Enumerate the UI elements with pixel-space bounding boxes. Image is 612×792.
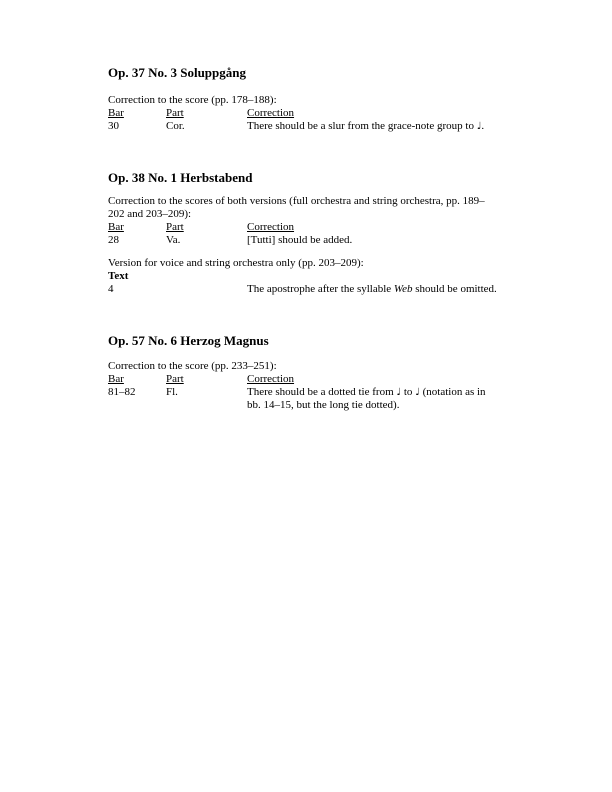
column-header-correction: Correction (247, 107, 295, 119)
column-header-bar: Bar (108, 373, 124, 385)
intro-paragraph: Correction to the score (pp. 233–251): (108, 360, 277, 372)
page-content (108, 65, 510, 412)
quarter-note-glyph: ♩ (396, 387, 402, 398)
cell-correction (247, 386, 510, 412)
table-row (108, 234, 510, 247)
correction-text-mid: to (401, 386, 416, 398)
correction-text: There should be a dotted tie from (247, 386, 397, 398)
quarter-note-glyph: ♩ (415, 387, 420, 398)
column-header-bar: Bar (108, 107, 124, 119)
cell-bar: 28 (108, 234, 119, 246)
column-header-correction: Correction (247, 221, 295, 233)
cell-part: Va. (166, 234, 181, 246)
section-heading: Op. 38 No. 1 Herbstabend (108, 170, 253, 185)
table-row (108, 283, 510, 296)
column-header-text: Text (108, 270, 129, 282)
correction-text: There should be a slur from the grace-note group to (247, 120, 477, 132)
quarter-note-glyph: ♩ (476, 121, 482, 132)
intro-paragraph: Correction to the score (pp. 178–188): (108, 94, 277, 106)
table-header-row (108, 221, 510, 234)
correction-text-end: . (481, 120, 485, 132)
correction-text-end: should be omitted. (412, 283, 497, 295)
cell-part: Fl. (166, 386, 178, 398)
cell-correction (247, 120, 510, 133)
section-op37 (108, 65, 510, 133)
cell-correction (247, 283, 510, 296)
cell-correction: [Tutti] should be added. (247, 234, 353, 246)
table-row (108, 120, 510, 133)
section-op57 (108, 333, 510, 412)
table-row (108, 386, 510, 412)
table-header-row (108, 373, 510, 386)
column-header-part: Part (166, 221, 184, 233)
section-heading: Op. 37 No. 3 Soluppgång (108, 65, 246, 80)
column-header-bar: Bar (108, 221, 124, 233)
cell-bar: 81–82 (108, 386, 136, 398)
intro-line-1: Correction to the scores of both versions (full orchestra and string orchestra, pp. 189– (108, 195, 485, 207)
correction-line-1 (247, 386, 510, 399)
cell-part: Cor. (166, 120, 185, 132)
section-op38 (108, 170, 510, 296)
correction-text-end: (notation as in (419, 386, 486, 398)
subsection-intro: Version for voice and string orchestra only (pp. 203–209): (108, 257, 364, 269)
column-header-part: Part (166, 107, 184, 119)
column-header-part: Part (166, 373, 184, 385)
section-heading: Op. 57 No. 6 Herzog Magnus (108, 333, 269, 348)
column-header-correction: Correction (247, 373, 295, 385)
intro-paragraph (108, 195, 510, 221)
subsection-header-row (108, 270, 510, 283)
intro-line-2: 202 and 203–209): (108, 208, 192, 220)
correction-text: The apostrophe after the syllable (247, 283, 394, 295)
cell-bar: 4 (108, 283, 114, 295)
cell-bar: 30 (108, 120, 119, 132)
italic-syllable: Web (393, 283, 413, 295)
table-header-row (108, 107, 510, 120)
correction-line-2: bb. 14–15, but the long tie dotted). (247, 399, 400, 411)
